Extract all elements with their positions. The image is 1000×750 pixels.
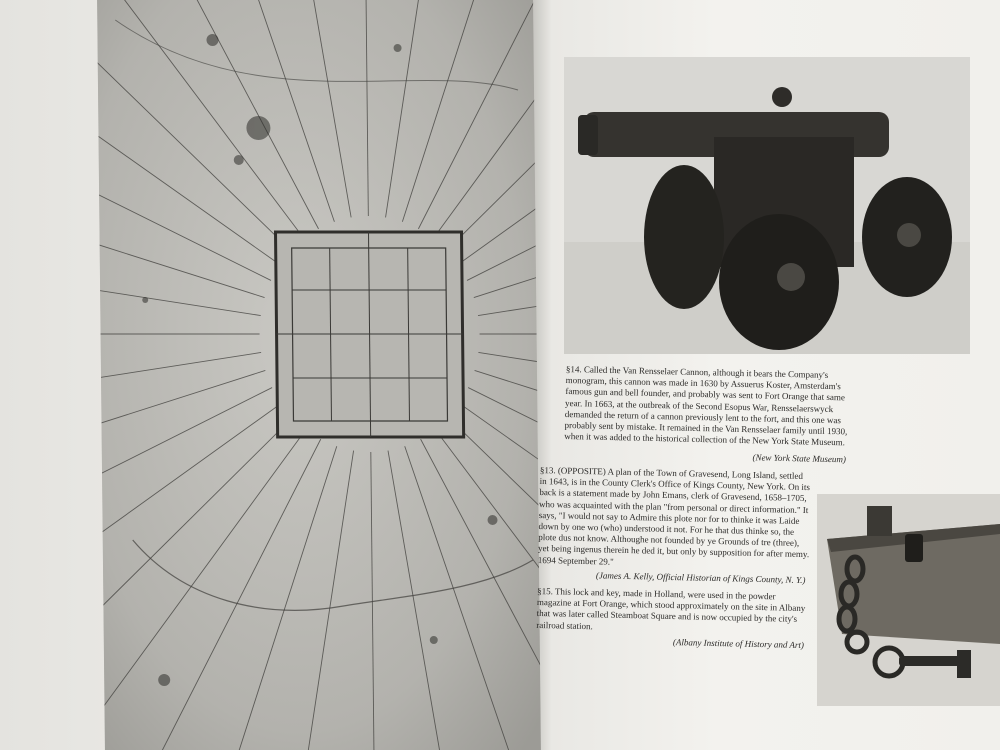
cannon-photo-plate xyxy=(564,57,970,354)
caption-14-text: §14. Called the Van Rensselaer Cannon, although it bears the Company's monogram, this cannon was made in 1630 by Assuerus Koster, Amsterdam's famous gun and bell founder, and probably was sent to Fort Orange that same year. In 1663, at the outbreak of the Second Esopus War, Rensselaerswyck demanded the return of a cannon previously lent to the fort, and this one was probably sent by mistake. It remained in the Van Rensselaer family until 1930, when it was added to the historical collection of the New York State Museum. xyxy=(564,364,848,448)
caption-13-text: §13. (OPPOSITE) A plan of the Town of Gravesend, Long Island, settled in 1643, is in the County Clerk's Office of Kings County, New York. On its back is a statement made by John Emans, clerk of Gravesend, 1658–1705, who was acquainted with the plan "from personal or direct information." It says, "I would not say to Admire this plote nor for to thinke it was Laide down by one wo (who) understood it not. For he that dus thinke so, the plote dus not know. Althoughe not founded by ye Grounds of tre (three), yet being ingenus therein he ded it, but only by supposition for after memy. 1694 September 29." xyxy=(537,465,811,567)
caption-15-credit: (Albany Institute of History and Art) xyxy=(672,636,805,650)
gravesend-map-plate xyxy=(97,0,541,750)
caption-13 xyxy=(537,465,812,586)
gravesend-map-image xyxy=(97,0,541,750)
caption-13-credit: (James A. Kelly, Official Historian of Kings County, N. Y.) xyxy=(595,570,806,585)
caption-15-text: §15. This lock and key, made in Holland, were used in the powder magazine at Fort Orange, which stood approximately on the site in Albany that was later called Steamboat Square and is now occupied by the city's railroad station. xyxy=(536,586,806,631)
lock-and-key-photo-plate xyxy=(817,494,1000,706)
caption-14-credit: (New York State Museum) xyxy=(752,452,847,465)
caption-cannon xyxy=(564,364,852,466)
caption-block-13-15 xyxy=(536,465,812,657)
caption-15 xyxy=(536,586,809,651)
lock-and-key-image xyxy=(817,494,1000,706)
cannon-image xyxy=(564,57,970,354)
